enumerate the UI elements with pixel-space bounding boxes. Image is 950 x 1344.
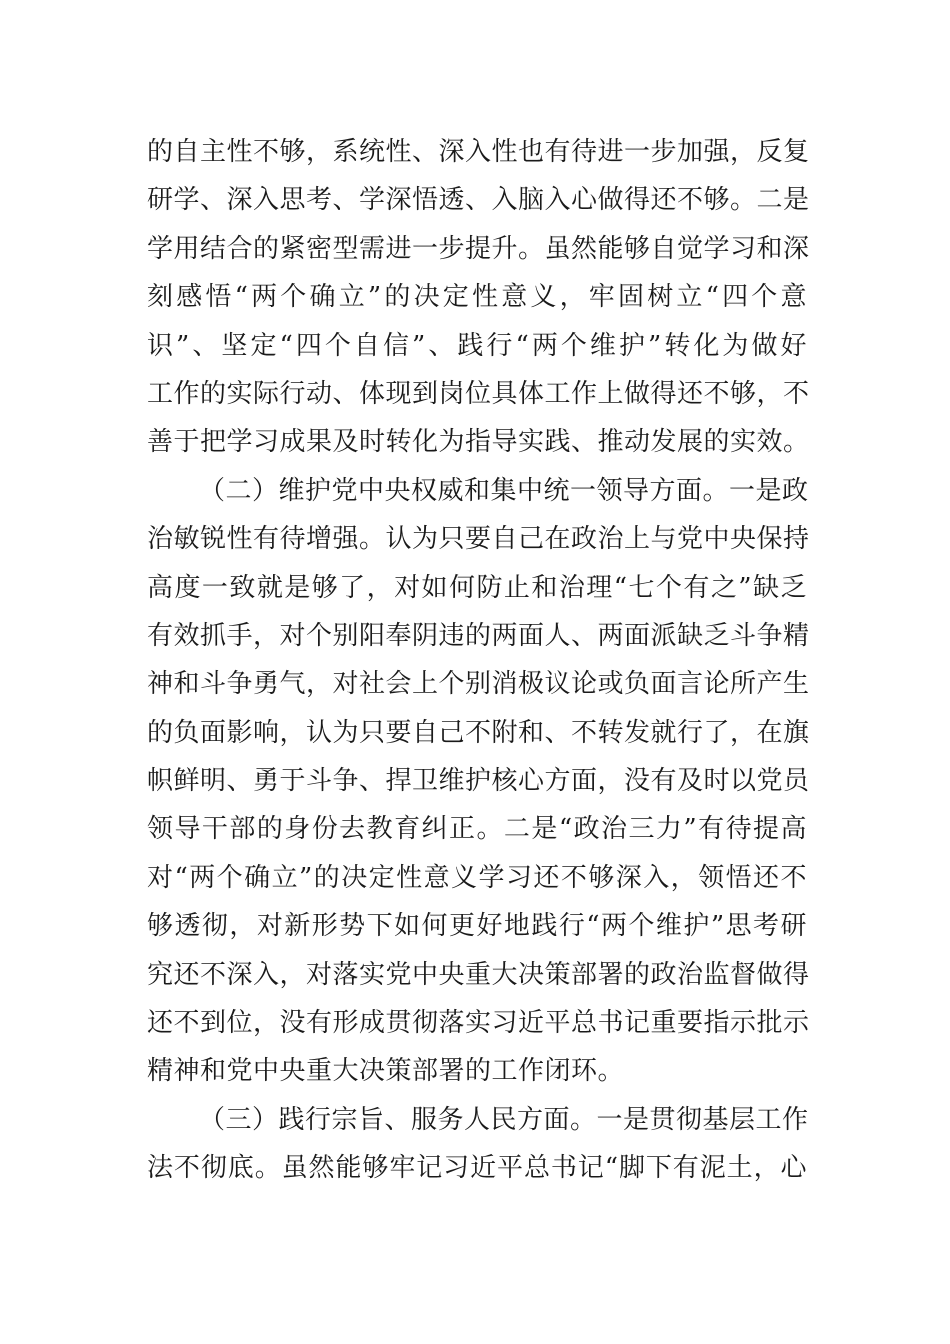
text-line: 神和斗争勇气，对社会上个别消极议论或负面言论所产生 [147, 669, 810, 700]
text-line: 够透彻，对新形势下如何更好地践行“两个维护”思考研 [147, 911, 807, 942]
text-line: 学用结合的紧密型需进一步提升。虽然能够自觉学习和深 [147, 233, 810, 264]
text-line: 善于把学习成果及时转化为指导实践、推动发展的实效。 [147, 427, 810, 458]
text-line: 的负面影响，认为只要自己不附和、不转发就行了，在旗 [147, 717, 810, 748]
section-heading-line: （三）践行宗旨、服务人民方面。一是贯彻基层工作 [199, 1104, 809, 1135]
text-line: 的自主性不够，系统性、深入性也有待进一步加强，反复 [147, 137, 810, 167]
text-line: 精神和党中央重大决策部署的工作闭环。 [147, 1056, 625, 1087]
text-line: 高度一致就是够了，对如何防止和治理“七个有之”缺乏 [147, 572, 807, 603]
text-line: 研学、深入思考、学深悟透、入脑入心做得还不够。二是 [147, 185, 810, 216]
text-line: 识”、坚定“四个自信”、践行“两个维护”转化为做好 [147, 330, 807, 361]
text-line: 究还不深入，对落实党中央重大决策部署的政治监督做得 [147, 959, 810, 990]
text-line: 法不彻底。虽然能够牢记习近平总书记“脚下有泥土，心 [147, 1153, 807, 1184]
text-line: 刻感悟“两个确立”的决定性意义，牢固树立“四个意 [147, 282, 807, 313]
text-line: 有效抓手，对个别阳奉阴违的两面人、两面派缺乏斗争精 [147, 620, 810, 651]
text-line: 领导干部的身份去教育纠正。二是“政治三力”有待提高 [147, 814, 807, 845]
body-text [147, 128, 810, 1193]
text-line: 对“两个确立”的决定性意义学习还不够深入，领悟还不 [147, 862, 807, 893]
section-heading-line: （二）维护党中央权威和集中统一领导方面。一是政 [199, 475, 809, 506]
text-line: 工作的实际行动、体现到岗位具体工作上做得还不够，不 [147, 378, 810, 409]
text-line: 还不到位，没有形成贯彻落实习近平总书记重要指示批示 [147, 1008, 810, 1039]
text-line: 治敏锐性有待增强。认为只要自己在政治上与党中央保持 [147, 524, 810, 555]
text-line: 帜鲜明、勇于斗争、捍卫维护核心方面，没有及时以党员 [147, 766, 810, 797]
